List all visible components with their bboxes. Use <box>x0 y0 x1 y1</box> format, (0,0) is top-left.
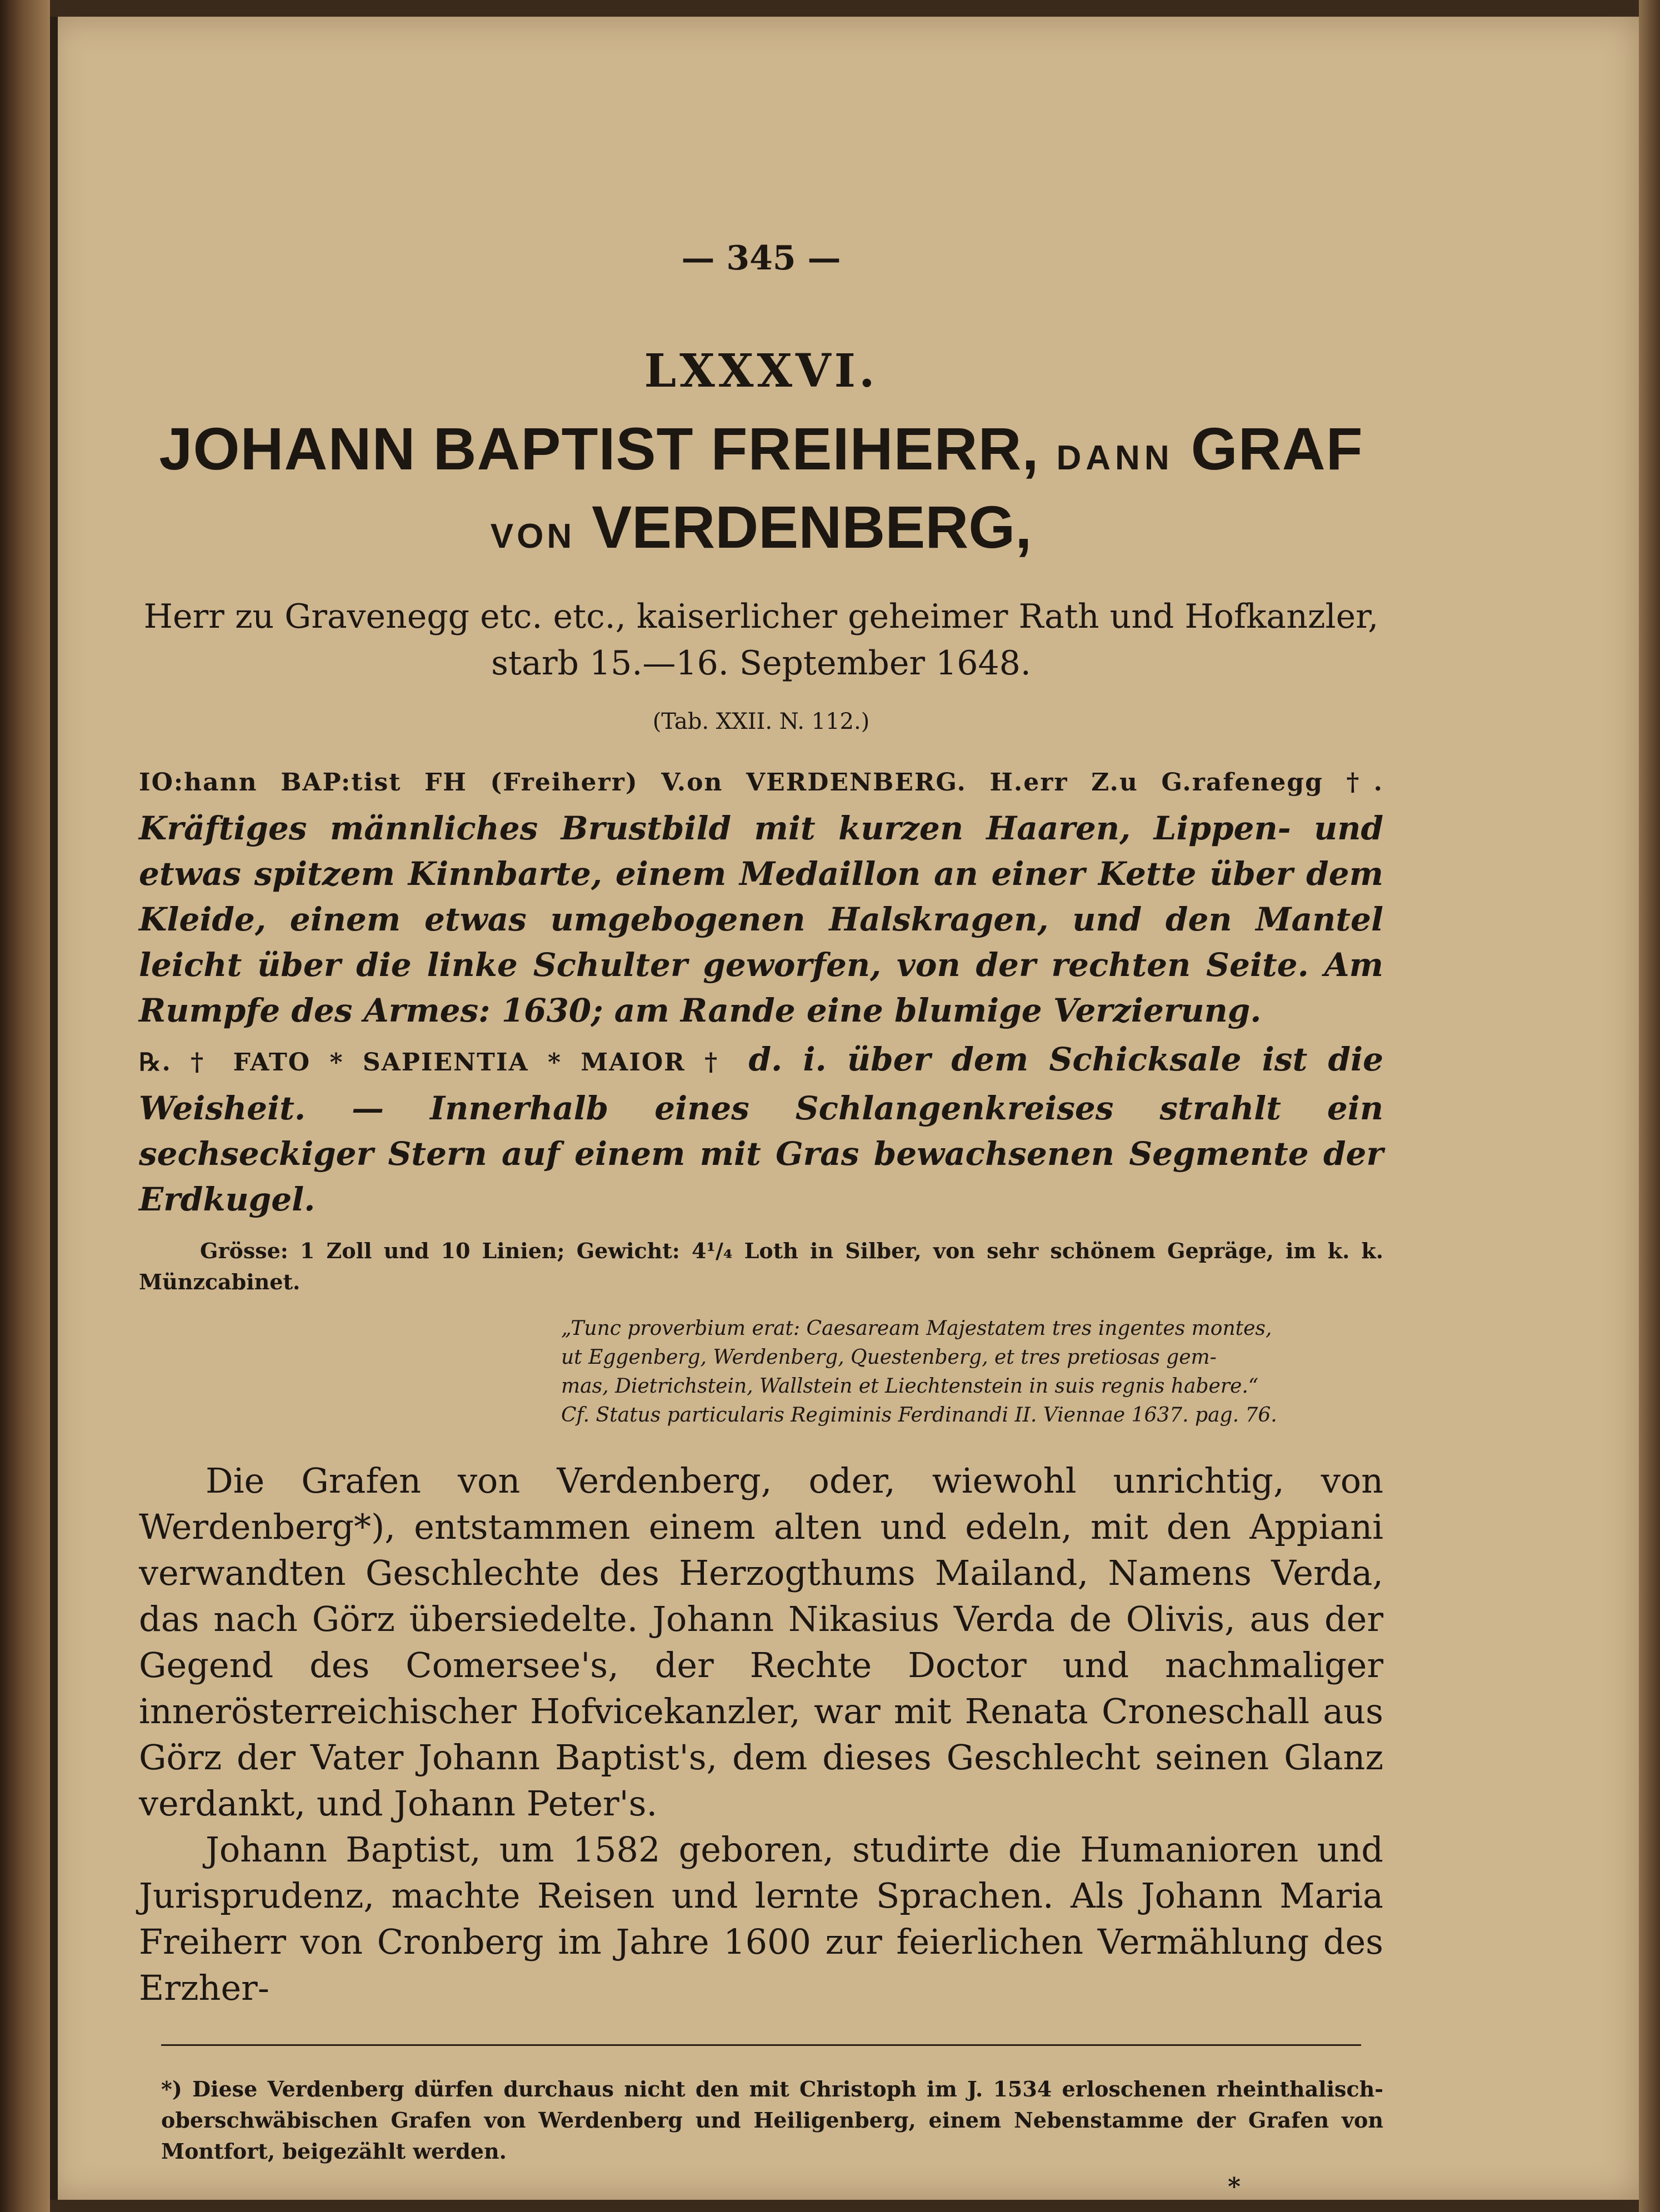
latin-quote <box>561 1314 1383 1430</box>
footnote-divider <box>161 2044 1361 2046</box>
paragraph-2: Johann Baptist, um 1582 geboren, studirte die Humanioren und Jurisprudenz, machte Reisen und lernte Sprachen. Als Johann Maria Freiherr von Cronberg im Jahre 1600 zur feierlichen Vermählung des Erzher- <box>139 1829 1383 2008</box>
reverse-description <box>139 1037 1383 1222</box>
size-weight-note: Grösse: 1 Zoll und 10 Linien; Gewicht: 4¹/₄ Loth in Silber, von sehr schönem Gepräge, im k. k. Münzcabinet. <box>139 1238 1383 1294</box>
subtitle-line-1: Herr zu Gravenegg etc. etc., kaiserlicher geheimer Rath und Hofkanzler, <box>143 597 1379 636</box>
title-verdenberg: VERDENBERG, <box>592 493 1032 560</box>
footnote: *) Diese Verdenberg dürfen durchaus nicht den mit Christoph im J. 1534 erloschenen rheinthalisch-oberschwäbischen Grafen von Werdenberg und Heiligenberg, einem Nebenstamme der Grafen von Montfort, beigezählt werden. <box>161 2076 1383 2164</box>
quote-line-3: mas, Dietrichstein, Wallstein et Liechtenstein in suis regnis habere.“ <box>561 1375 1259 1398</box>
quote-line-1: „Tunc proverbium erat: Caesaream Majestatem tres ingentes montes, <box>561 1317 1272 1340</box>
obverse-legend: IO:hann BAP:tist FH (Freiherr) V.on VERDENBERG. H.err Z.u G.rafenegg †. <box>139 768 1383 797</box>
reverse-text: d. i. über dem Schicksale ist die Weisheit. — Innerhalb eines Schlangenkreises strahlt ein sechseckiger Stern auf einem mit Gras bewachsenen Segmente der Erdkugel. <box>139 1040 1383 1218</box>
plate-reference: (Tab. XXII. N. 112.) <box>652 709 870 734</box>
title-von: VON <box>490 517 576 555</box>
book-binding <box>0 0 50 2212</box>
subtitle-line-2: starb 15.—16. September 1648. <box>491 644 1031 683</box>
title-line-2 <box>139 493 1383 571</box>
main-text <box>139 1458 1383 2011</box>
title-dann: DANN <box>1056 439 1174 477</box>
obverse-text: Kräftiges männliches Brustbild mit kurzen Haaren, Lippen- und etwas spitzem Kinnbarte, einem Medaillon an einer Kette über dem Kleide, einem etwas umgebogenen Halskragen, und den Mantel leicht über die linke Schulter geworfen, von der rechten Seite. Am Rumpfe des Armes: 1630; am Rande eine blumige Verzierung. <box>139 809 1383 1029</box>
signature-mark: * <box>1228 2173 1241 2201</box>
page-left-rule <box>50 17 58 2200</box>
quote-line-2: ut Eggenberg, Werdenberg, Questenberg, et tres pretiosas gem- <box>561 1346 1217 1369</box>
title-graf: GRAF <box>1191 415 1363 482</box>
obverse-description <box>139 757 1383 1033</box>
chapter-number: LXXXVI. <box>644 344 878 398</box>
page-content <box>139 222 1383 2201</box>
reverse-legend: ℞. † FATO * SAPIENTIA * MAIOR † <box>139 1048 728 1077</box>
title-line-1 <box>139 414 1383 493</box>
title-name: JOHANN BAPTIST FREIHERR, <box>159 415 1039 482</box>
page-edge <box>1639 0 1660 2212</box>
quote-line-4: Cf. Status particularis Regiminis Ferdinandi II. Viennae 1637. pag. 76. <box>561 1404 1277 1427</box>
paragraph-1: Die Grafen von Verdenberg, oder, wiewohl unrichtig, von Werdenberg*), entstammen einem alten und edeln, mit den Appiani verwandten Geschlechte des Herzogthums Mailand, Namens Verda, das nach Görz übersiedelte. Johann Nikasius Verda de Olivis, aus der Gegend des Comersee's, der Rechte Doctor und nachmaliger innerösterreichischer Hofvicekanzler, war mit Renata Croneschall aus Görz der Vater Johann Baptist's, dem dieses Geschlecht seinen Glanz verdankt, und Johann Peter's. <box>139 1460 1383 1824</box>
page-number: — 345 — <box>681 239 841 278</box>
